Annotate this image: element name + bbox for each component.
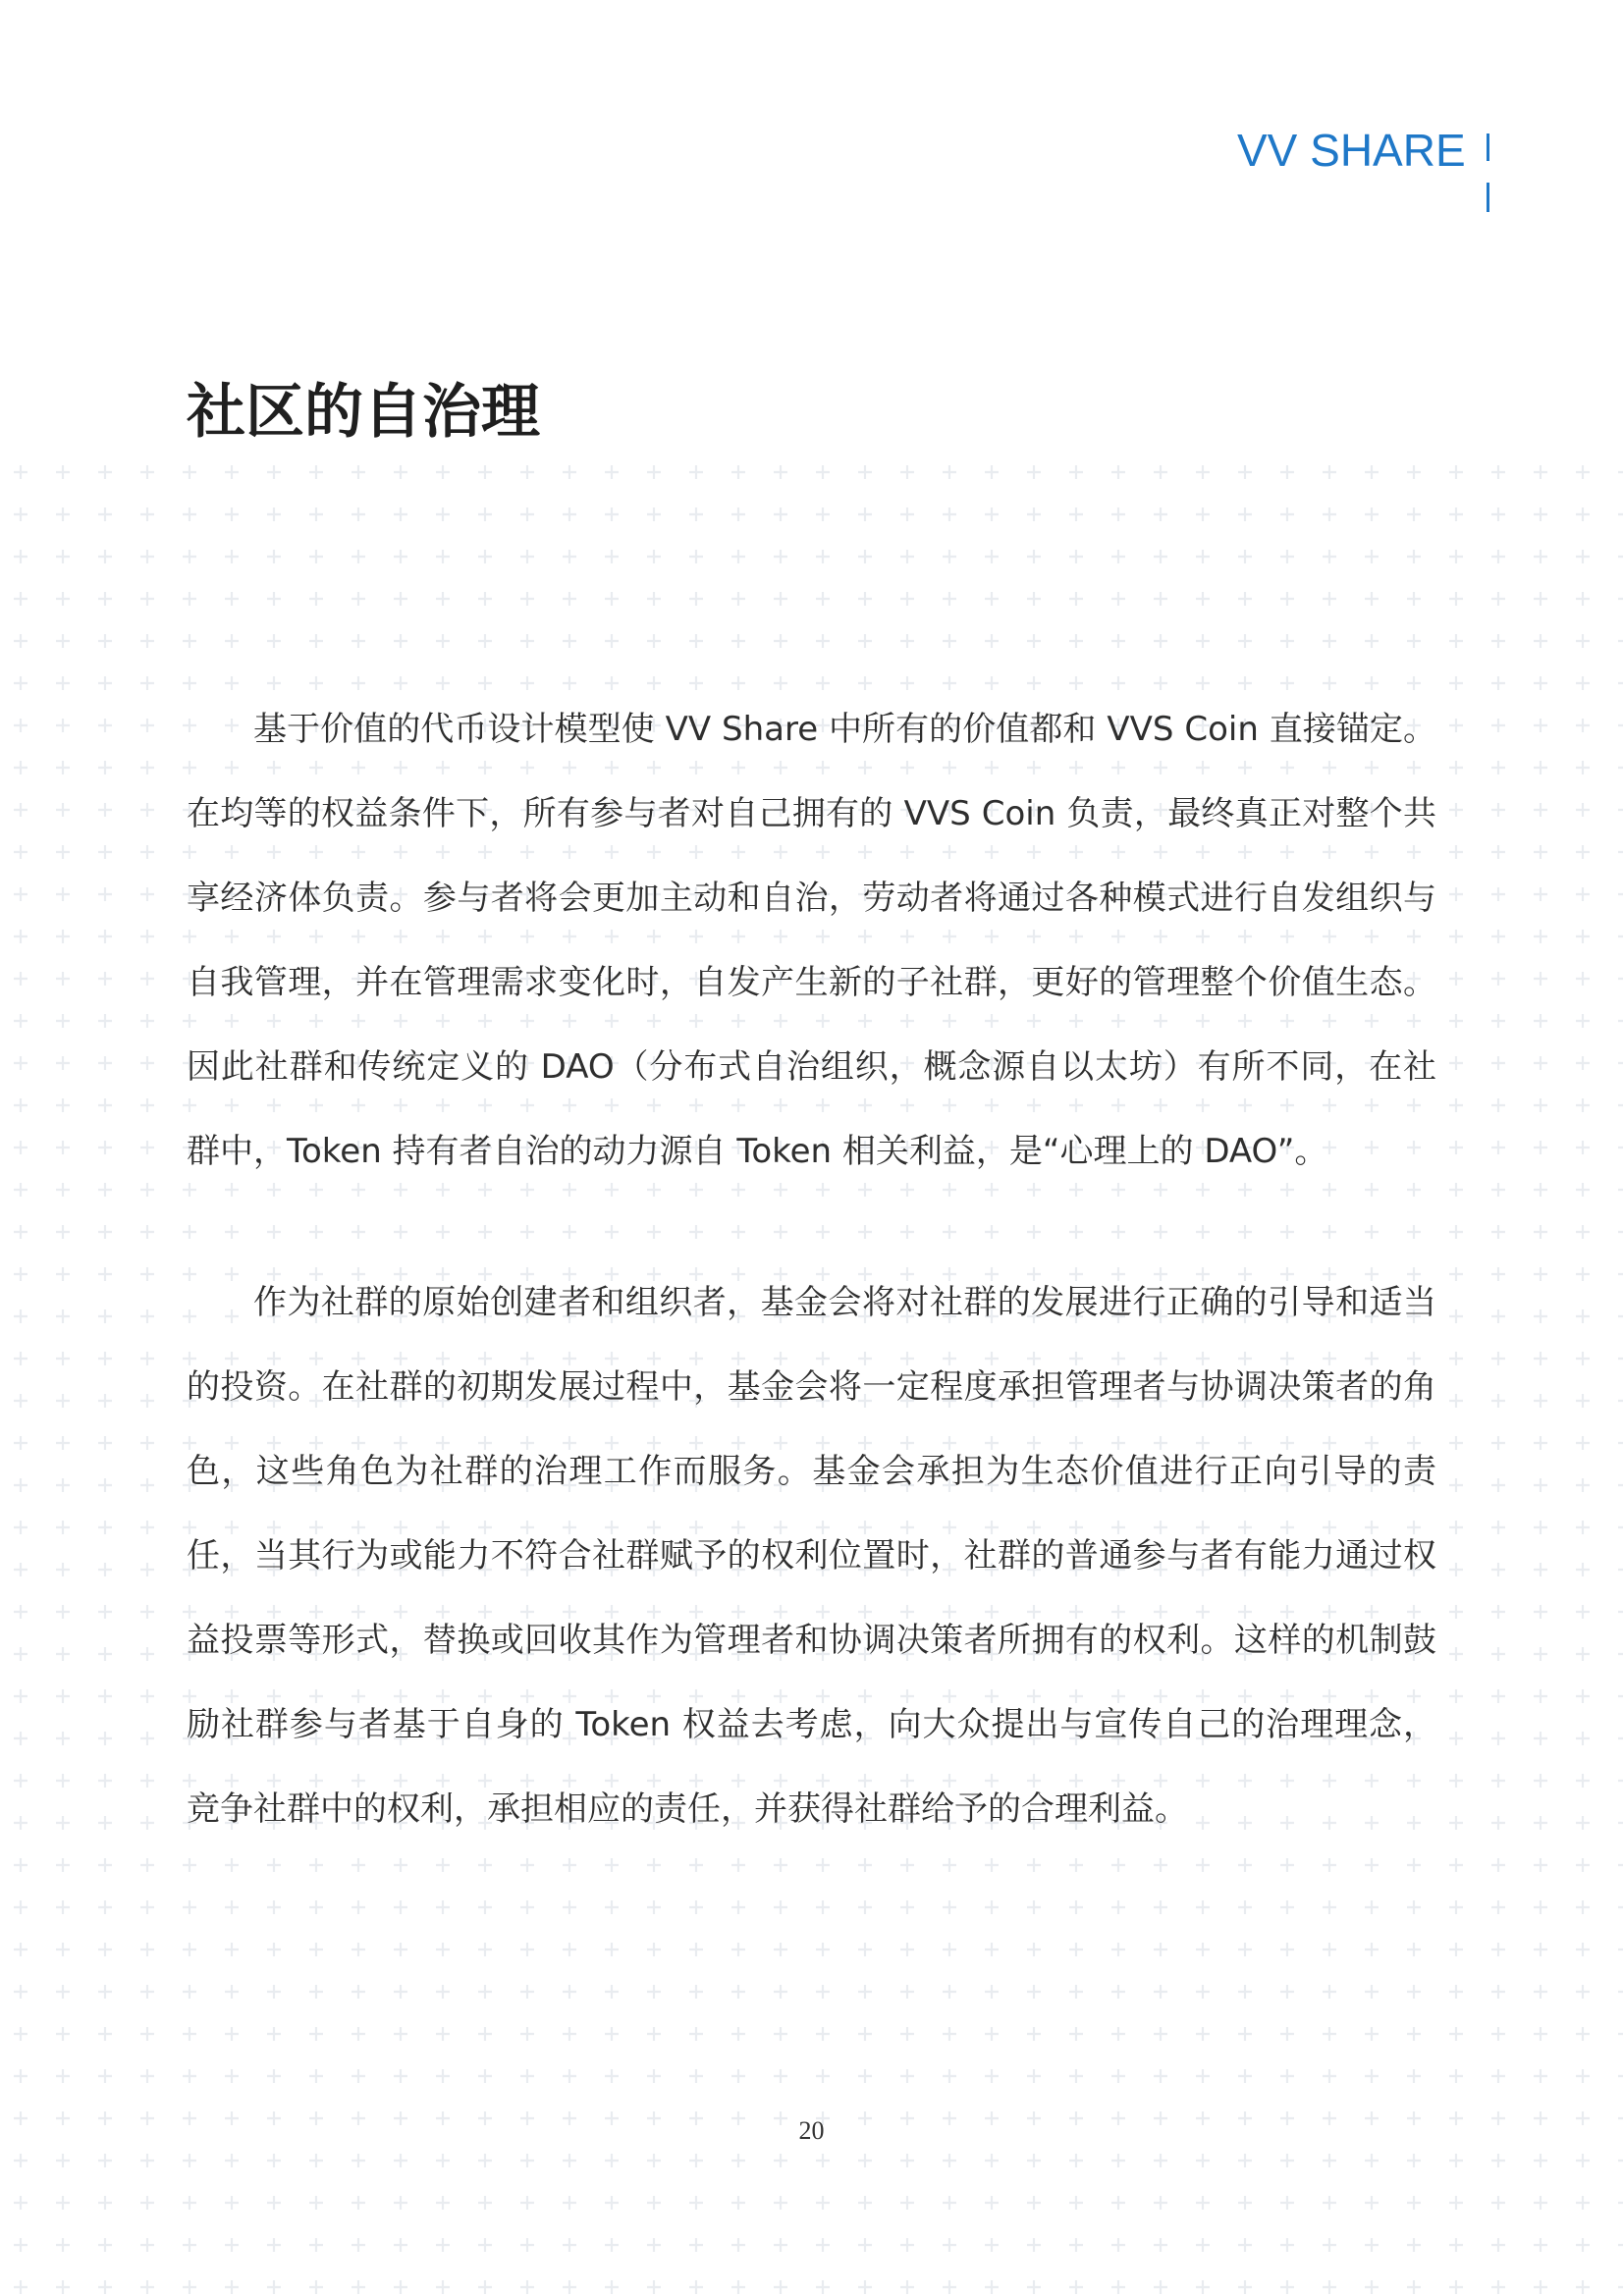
section-title: 社区的自治理 bbox=[187, 378, 540, 447]
brand-divider-bar bbox=[1487, 133, 1489, 161]
brand-label: VV SHARE bbox=[1237, 125, 1466, 176]
paragraph-1: 基于价值的代币设计模型使 VV Share 中所有的价值都和 VVS Coin 直接锚定。在均等的权益条件下，所有参与者对自己拥有的 VVS Coin 负责，最终真正对整个共享经济体负责。参与者将会更加主动和自治，劳动者将通过各种模式进行自发组织与自我管理，并在管理需求变化时，自发产生新的子社群，更好的管理整个价值生态。因此社群和传统定义的 DAO（分布式自治组织，概念源自以太坊）有所不同，在社群中，Token 持有者自治的动力源自 Token 相关利益，是“心理上的 DAO”。 bbox=[187, 710, 1436, 1171]
paragraph-2: 作为社群的原始创建者和组织者，基金会将对社群的发展进行正确的引导和适当的投资。在社群的初期发展过程中，基金会将一定程度承担管理者与协调决策者的角色，这些角色为社群的治理工作而服务。基金会承担为生态价值进行正向引导的责任，当其行为或能力不符合社群赋予的权利位置时，社群的普通参与者有能力通过权益投票等形式，替换或回收其作为管理者和协调决策者所拥有的权利。这样的机制鼓励社群参与者基于自身的 Token 权益去考虑，向大众提出与宣传自己的治理理念，竞争社群中的权利，承担相应的责任，并获得社群给予的合理利益。 bbox=[187, 1283, 1436, 1829]
body-text bbox=[187, 687, 1436, 1851]
page-number: 20 bbox=[798, 2116, 825, 2145]
brand-divider-bar-lower bbox=[1487, 183, 1489, 212]
